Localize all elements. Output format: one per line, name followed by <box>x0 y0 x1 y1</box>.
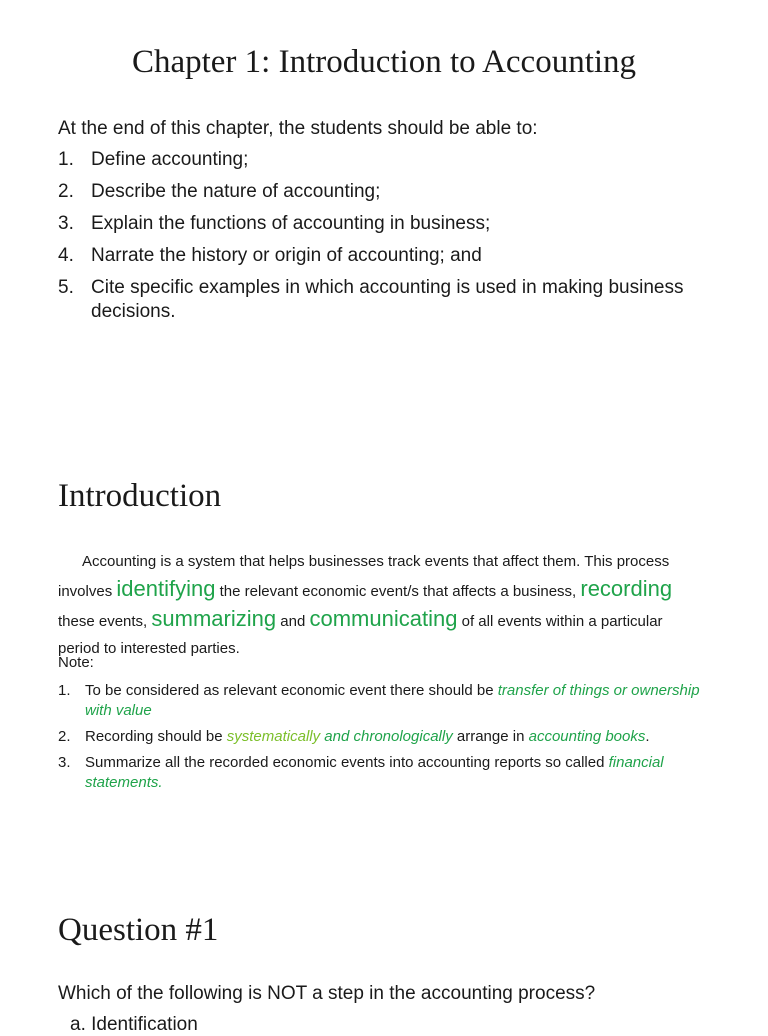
slide-question-1 <box>0 880 768 1035</box>
highlight-text: systematically <box>226 728 321 745</box>
list-text: Summarize all the recorded economic events into accounting reports so called <box>85 754 609 771</box>
paragraph-text: the relevant economic event/s that affects a business, <box>215 583 581 600</box>
list-item <box>58 244 698 268</box>
slide-introduction <box>0 440 768 880</box>
list-number: 1. <box>58 682 71 699</box>
list-text: To be considered as relevant economic event there should be <box>85 682 498 699</box>
highlight-text: and chronologically <box>320 728 453 745</box>
question-text: Which of the following is NOT a step in the accounting process? <box>58 983 596 1004</box>
keyword-communicating: communicating <box>309 606 458 631</box>
list-number: 3. <box>58 213 74 234</box>
list-item <box>58 212 698 236</box>
paragraph-text: of all events within a particular period to interested parties. <box>58 613 663 657</box>
highlight-text: financial statements. <box>85 754 664 791</box>
keyword-identifying: identifying <box>116 576 216 601</box>
list-number: 2. <box>58 728 71 745</box>
list-text: Define accounting; <box>91 149 249 170</box>
notes-list <box>58 681 708 799</box>
list-item <box>58 681 708 721</box>
list-number: 2. <box>58 181 74 202</box>
list-item <box>58 276 698 324</box>
paragraph-text: and <box>276 613 310 630</box>
highlight-text: accounting books <box>528 728 646 745</box>
paragraph-text: these events, <box>58 613 152 630</box>
list-text: . <box>645 728 650 745</box>
list-item <box>58 148 698 172</box>
slide-title: Question #1 <box>58 912 219 948</box>
list-text: arrange in <box>452 728 529 745</box>
list-number: 3. <box>58 754 71 771</box>
list-text: Describe the nature of accounting; <box>91 181 381 202</box>
objectives-list <box>58 148 698 332</box>
list-text: Cite specific examples in which accounting is used in making business decisions. <box>91 277 684 322</box>
list-number: 4. <box>58 245 74 266</box>
list-item <box>58 727 708 747</box>
objectives-intro: At the end of this chapter, the students should be able to: <box>58 118 538 139</box>
paragraph-text: Accounting is a system that helps businesses track events that affect them. This process involves <box>58 553 670 600</box>
slide-title: Introduction <box>58 478 222 514</box>
list-number: 5. <box>58 277 74 298</box>
keyword-recording: recording <box>580 576 673 601</box>
intro-paragraph <box>58 548 708 662</box>
highlight-text: transfer of things or ownership with value <box>85 682 700 719</box>
note-label: Note: <box>58 654 94 671</box>
list-text: Narrate the history or origin of accounting; and <box>91 245 482 266</box>
list-text: Explain the functions of accounting in business; <box>91 213 491 234</box>
slide-title: Chapter 1: Introduction to Accounting <box>131 44 637 80</box>
keyword-summarizing: summarizing <box>151 606 277 631</box>
answer-option-a: a. Identification <box>70 1014 198 1035</box>
list-text: Recording should be <box>85 728 227 745</box>
list-item <box>58 180 698 204</box>
list-number: 1. <box>58 149 74 170</box>
slide-objectives <box>0 0 768 440</box>
list-item <box>58 753 708 793</box>
